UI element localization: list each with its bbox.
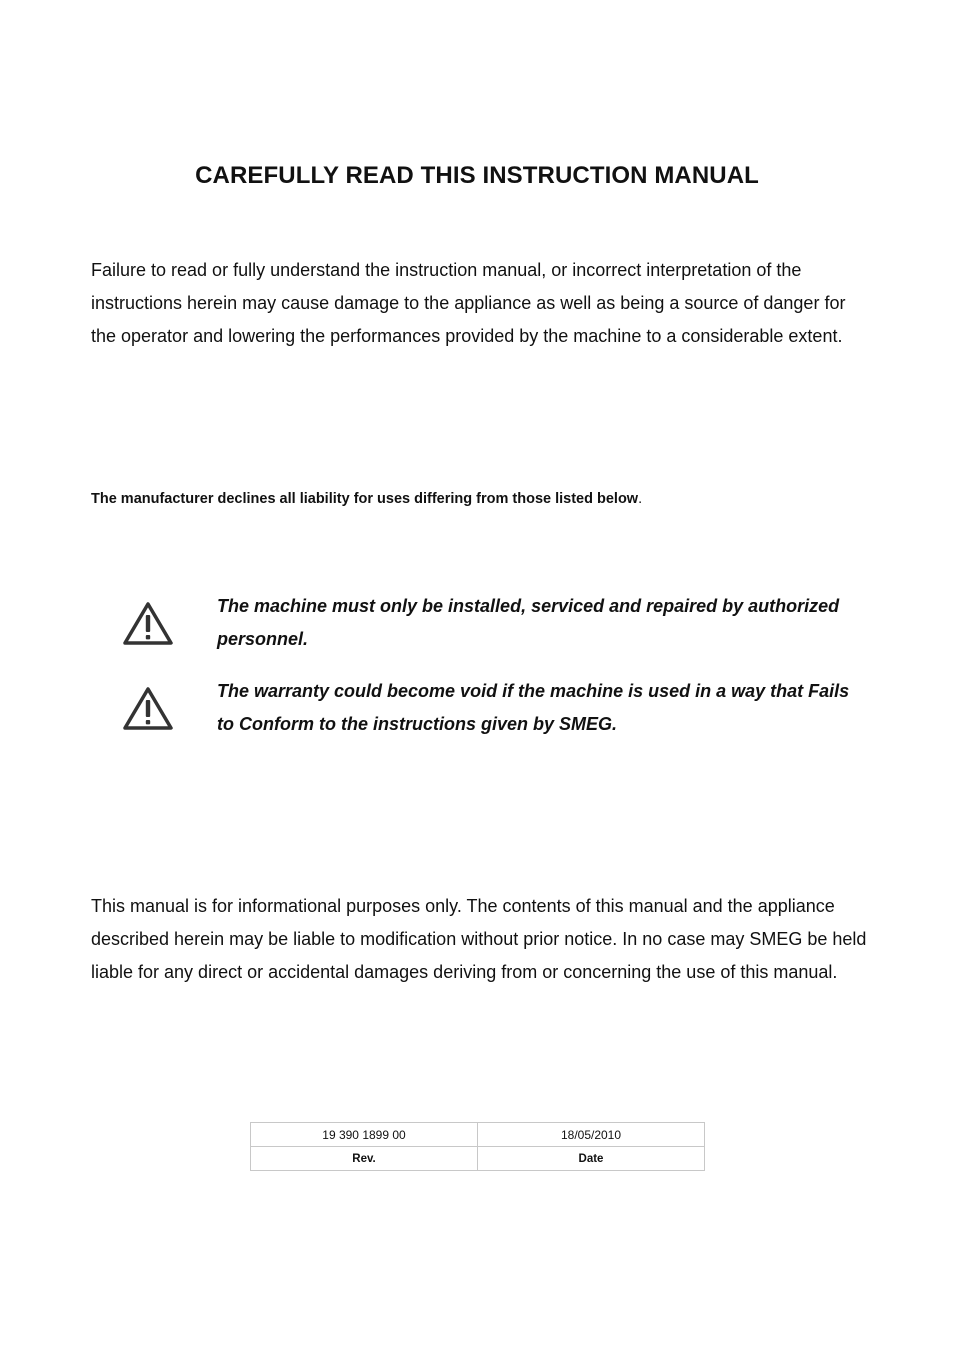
- warning-text: The machine must only be installed, serviced and repaired by authorized personnel.: [217, 596, 840, 649]
- table-row: [251, 1123, 705, 1147]
- date-header-cell: Date: [478, 1147, 705, 1171]
- rev-header-cell: Rev.: [251, 1147, 478, 1171]
- table-row: [251, 1147, 705, 1171]
- page-title: CAREFULLY READ THIS INSTRUCTION MANUAL: [195, 162, 759, 189]
- date-value-cell: 18/05/2010: [478, 1123, 705, 1147]
- liability-notice-period: .: [638, 491, 643, 507]
- disclaimer-paragraph: This manual is for informational purposes only. The contents of this manual and the appliance described herein may be liable to modification without prior notice. In no case may SMEG be held liable for any direct or accidental damages deriving from or concerning the use of this manual.: [91, 896, 867, 982]
- intro-paragraph: Failure to read or fully understand the instruction manual, or incorrect interpretation of the instructions herein may cause damage to the appliance as well as being a source of danger for the operator and lowering the performances provided by the machine to a considerable extent.: [91, 260, 846, 346]
- revision-table: [250, 1122, 705, 1171]
- liability-notice: [91, 491, 642, 507]
- warning-text: The warranty could become void if the machine is used in a way that Fails to Conform to the instructions given by SMEG.: [217, 681, 850, 734]
- rev-value-cell: 19 390 1899 00: [251, 1123, 478, 1147]
- liability-notice-text: The manufacturer declines all liability for uses differing from those listed below: [91, 491, 639, 507]
- warning-triangle-icon: [122, 685, 174, 731]
- warning-triangle-icon: [122, 600, 174, 646]
